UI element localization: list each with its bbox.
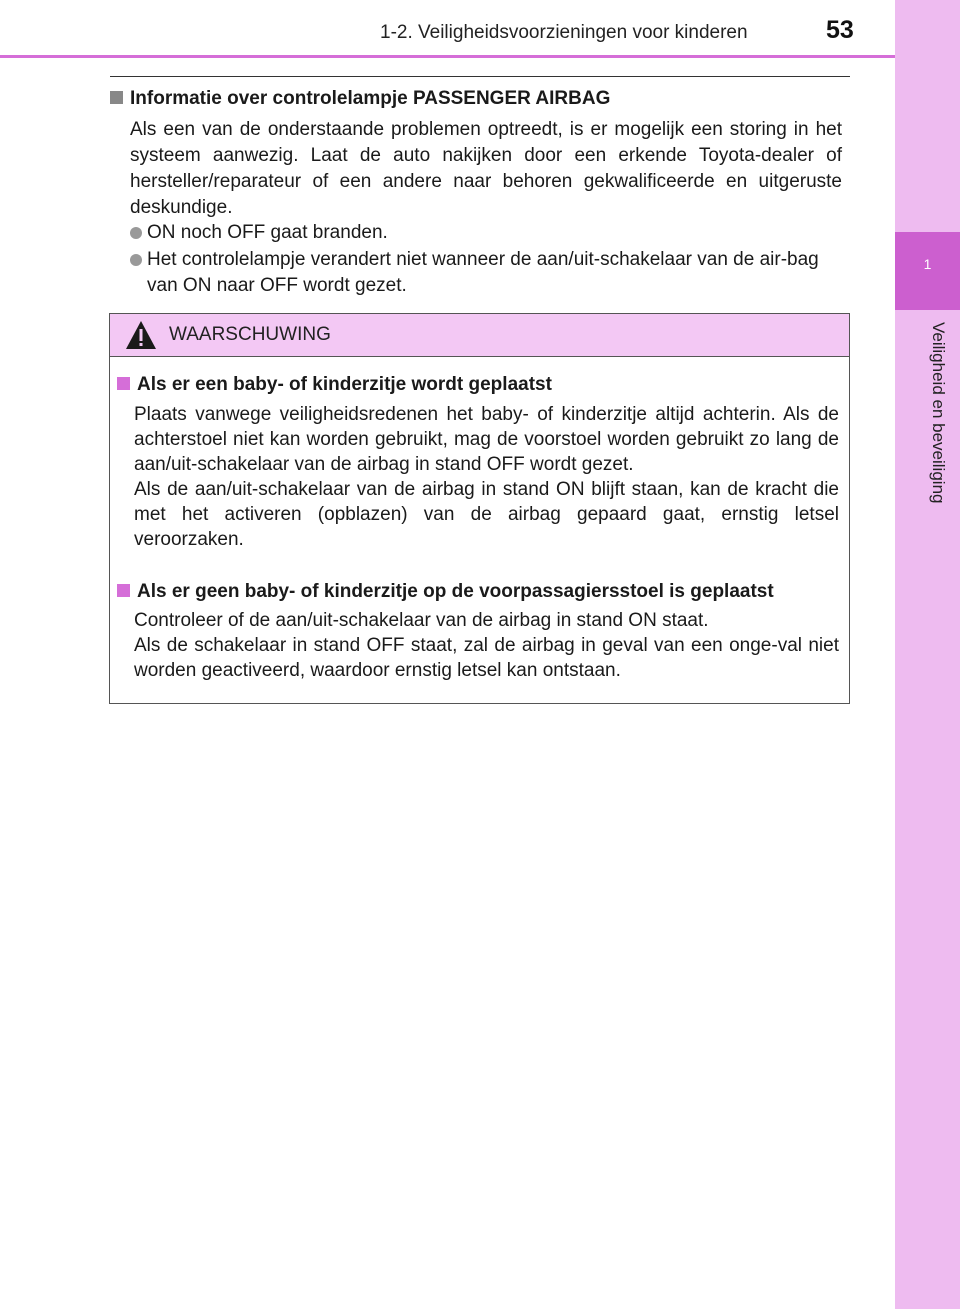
section-title: Informatie over controlelampje PASSENGER AIRBAG <box>130 88 611 109</box>
section-body: Als een van de onderstaande problemen optreedt, is er mogelijk een storing in het systeem aanwezig. Laat de auto nakijken door een erkende Toyota-dealer of hersteller/reparateur of een andere naar behoren gekwalificeerde en uitgeruste deskundige. <box>130 119 842 218</box>
round-bullet-icon <box>130 254 142 266</box>
bullet-text: ON noch OFF gaat branden. <box>147 222 388 243</box>
square-bullet-icon <box>110 91 123 104</box>
list-item <box>130 247 854 299</box>
warning-item-body <box>134 608 839 683</box>
warning-paragraph: Plaats vanwege veiligheidsredenen het baby- of kinderzitje altijd achterin. Als de achterstoel niet kan worden gebruikt, mag de voorstoel worden gebruikt zo lang de aan/uit-schakelaar van de airbag in stand OFF wordt gezet. <box>134 404 839 475</box>
warning-item-body <box>134 402 839 552</box>
header-rule <box>0 55 895 58</box>
round-bullet-icon <box>130 227 142 239</box>
warning-paragraph: Als de aan/uit-schakelaar van de airbag in stand ON blijft staan, kan de kracht die met het activeren (opblazen) van de airbag gepaard gaat, ernstig letsel veroorzaken. <box>134 479 839 550</box>
page-number: 53 <box>826 16 854 44</box>
list-item <box>130 220 854 246</box>
warning-triangle-icon <box>125 320 157 350</box>
warning-item-title: Als er geen baby- of kinderzitje op de voorpassagiersstoel is geplaatst <box>117 581 774 603</box>
side-tab-top <box>895 0 960 232</box>
running-header: 1-2. Veiligheidsvoorzieningen voor kinderen <box>380 22 748 43</box>
square-bullet-icon <box>117 584 130 597</box>
square-bullet-icon <box>117 377 130 390</box>
warning-paragraph: Als de schakelaar in stand OFF staat, zal de airbag in geval van een onge-val niet worden geactiveerd, waardoor ernstig letsel kan ontstaan. <box>134 635 839 681</box>
warning-item-title: Als er een baby- of kinderzitje wordt geplaatst <box>117 374 552 396</box>
chapter-number: 1 <box>923 256 932 272</box>
chapter-tab <box>895 232 960 310</box>
chapter-label: Veiligheid en beveiliging <box>929 322 948 504</box>
bullet-text: Het controlelampje verandert niet wanneer de aan/uit-schakelaar van de air-bag van ON naar OFF wordt gezet. <box>147 249 819 296</box>
warning-paragraph: Controleer of de aan/uit-schakelaar van de airbag in stand ON staat. <box>134 610 709 631</box>
warning-box <box>109 313 850 704</box>
warning-label: WAARSCHUWING <box>169 324 331 345</box>
warning-header <box>110 314 849 357</box>
section-heading <box>110 88 610 110</box>
section-rule <box>110 76 850 77</box>
